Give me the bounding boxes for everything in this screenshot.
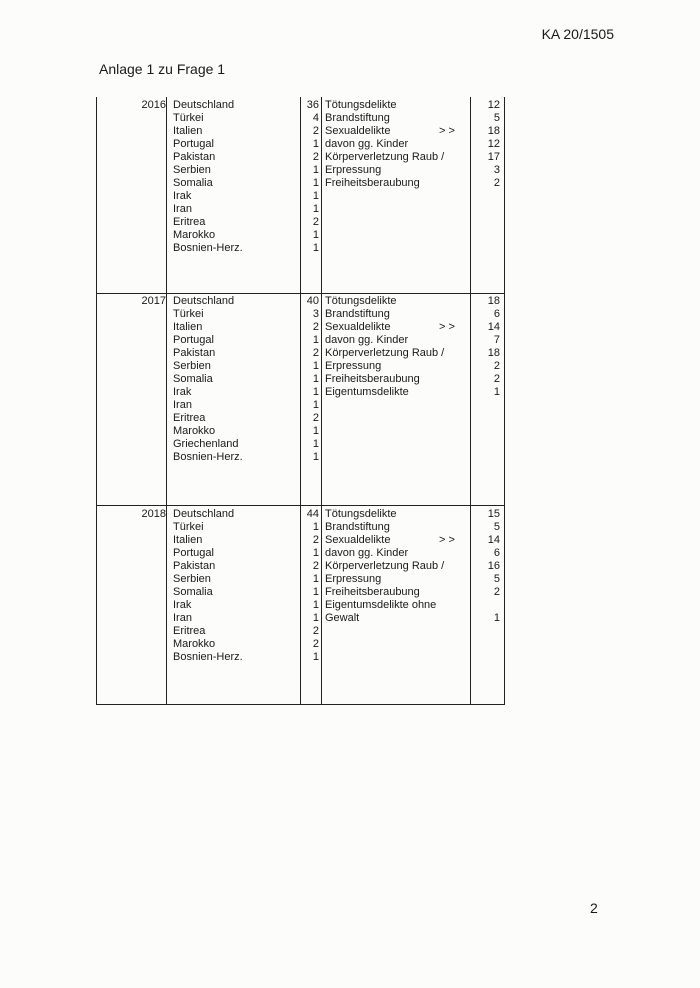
page-number: 2 bbox=[590, 900, 598, 916]
country-column-line bbox=[166, 97, 167, 705]
count-cell: 2 bbox=[312, 125, 319, 137]
offense-count-cell: 6 bbox=[493, 308, 500, 320]
offense-cell: Freiheitsberaubung bbox=[325, 373, 420, 385]
offense-cell: Gewalt bbox=[325, 612, 360, 624]
offense-count-cell: 18 bbox=[487, 125, 500, 137]
count-cell: 1 bbox=[312, 190, 319, 202]
offense-cell: Körperverletzung Raub / bbox=[325, 151, 445, 163]
count-cell: 1 bbox=[312, 573, 319, 585]
offense-cell: Eigentumsdelikte bbox=[325, 386, 409, 398]
offense-count-cell: 5 bbox=[493, 521, 500, 533]
offense-count-cell: 18 bbox=[487, 347, 500, 359]
offense-cell: Sexualdelikte bbox=[325, 534, 391, 546]
count-list bbox=[297, 508, 319, 664]
count-cell: 2 bbox=[312, 625, 319, 637]
country-cell: Marokko bbox=[173, 229, 216, 241]
offense-cell: Sexualdelikte bbox=[325, 125, 391, 137]
country-cell: Italien bbox=[173, 321, 203, 333]
offense-count-cell: 2 bbox=[493, 586, 500, 598]
year-label: 2016 bbox=[141, 99, 166, 111]
arrow-marker: > > bbox=[439, 534, 455, 546]
offense-cell: Freiheitsberaubung bbox=[325, 586, 420, 598]
count-cell: 2 bbox=[312, 412, 319, 424]
count-cell: 1 bbox=[312, 164, 319, 176]
count-cell: 36 bbox=[306, 99, 319, 111]
arrow-marker: > > bbox=[439, 321, 455, 333]
country-cell: Italien bbox=[173, 534, 203, 546]
count-cell: 1 bbox=[312, 438, 319, 450]
count-cell: 1 bbox=[312, 203, 319, 215]
table-bottom-border bbox=[96, 704, 505, 705]
offense-count-cell: 7 bbox=[493, 334, 500, 346]
offense-count-cell: 3 bbox=[493, 164, 500, 176]
country-cell: Eritrea bbox=[173, 625, 206, 637]
offense-cell: Tötungsdelikte bbox=[325, 508, 397, 520]
country-cell: Iran bbox=[173, 399, 192, 411]
count-cell: 2 bbox=[312, 321, 319, 333]
country-cell: Türkei bbox=[173, 308, 204, 320]
offense-count-cell: 2 bbox=[493, 177, 500, 189]
offense-cell: davon gg. Kinder bbox=[325, 334, 409, 346]
document-id: KA 20/1505 bbox=[541, 26, 614, 42]
count-list bbox=[297, 295, 319, 464]
offense-cell: Sexualdelikte bbox=[325, 321, 391, 333]
count-cell: 1 bbox=[312, 360, 319, 372]
count-cell: 2 bbox=[312, 560, 319, 572]
country-cell: Marokko bbox=[173, 425, 216, 437]
offense-count-cell: 15 bbox=[487, 508, 500, 520]
count-cell: 1 bbox=[312, 399, 319, 411]
offense-count-cell: 2 bbox=[493, 360, 500, 372]
country-cell: Pakistan bbox=[173, 347, 216, 359]
table-right-border bbox=[504, 97, 505, 705]
offense-count-cell: 14 bbox=[487, 321, 500, 333]
offense-cell: davon gg. Kinder bbox=[325, 138, 409, 150]
country-cell: Eritrea bbox=[173, 216, 206, 228]
country-cell: Irak bbox=[173, 386, 192, 398]
country-cell: Bosnien-Herz. bbox=[173, 451, 243, 463]
country-cell: Italien bbox=[173, 125, 203, 137]
country-cell: Somalia bbox=[173, 177, 213, 189]
country-cell: Irak bbox=[173, 599, 192, 611]
offense-cell: davon gg. Kinder bbox=[325, 547, 409, 559]
country-cell: Somalia bbox=[173, 373, 213, 385]
count-cell: 1 bbox=[312, 451, 319, 463]
offense-count-cell: 12 bbox=[487, 99, 500, 111]
country-cell: Pakistan bbox=[173, 560, 216, 572]
offense-list bbox=[325, 508, 475, 625]
count-cell: 1 bbox=[312, 586, 319, 598]
offense-count-cell: 5 bbox=[493, 573, 500, 585]
country-cell: Serbien bbox=[173, 164, 211, 176]
offense-cell: Eigentumsdelikte ohne bbox=[325, 599, 437, 611]
country-cell: Griechenland bbox=[173, 438, 239, 450]
offense-cell: Tötungsdelikte bbox=[325, 295, 397, 307]
count-cell: 1 bbox=[312, 229, 319, 241]
offense-cell: Tötungsdelikte bbox=[325, 99, 397, 111]
count-cell: 1 bbox=[312, 599, 319, 611]
country-cell: Portugal bbox=[173, 334, 214, 346]
count-cell: 2 bbox=[312, 638, 319, 650]
count-cell: 1 bbox=[312, 334, 319, 346]
country-cell: Bosnien-Herz. bbox=[173, 242, 243, 254]
country-cell: Serbien bbox=[173, 573, 211, 585]
count-cell: 1 bbox=[312, 386, 319, 398]
count-cell: 2 bbox=[312, 534, 319, 546]
offense-count-cell: 16 bbox=[487, 560, 500, 572]
count-cell: 1 bbox=[312, 651, 319, 663]
offense-count-cell: 14 bbox=[487, 534, 500, 546]
offense-cell: Körperverletzung Raub / bbox=[325, 347, 445, 359]
offense-count-cell: 17 bbox=[487, 151, 500, 163]
offense-count-cell: 2 bbox=[493, 373, 500, 385]
country-list bbox=[173, 508, 303, 664]
count-cell: 2 bbox=[312, 151, 319, 163]
count-cell: 4 bbox=[312, 112, 319, 124]
country-cell: Serbien bbox=[173, 360, 211, 372]
count-cell: 1 bbox=[312, 547, 319, 559]
offense-count-cell: 12 bbox=[487, 138, 500, 150]
offense-count-list bbox=[466, 99, 500, 190]
offense-count-cell: 18 bbox=[487, 295, 500, 307]
offense-count-cell: 5 bbox=[493, 112, 500, 124]
offense-list bbox=[325, 99, 475, 190]
offense-count-cell bbox=[466, 599, 500, 612]
count-cell: 40 bbox=[306, 295, 319, 307]
country-list bbox=[173, 99, 303, 255]
offense-cell: Brandstiftung bbox=[325, 308, 390, 320]
country-cell: Türkei bbox=[173, 112, 204, 124]
page-title: Anlage 1 zu Frage 1 bbox=[99, 61, 226, 77]
count-cell: 1 bbox=[312, 177, 319, 189]
count-cell: 3 bbox=[312, 308, 319, 320]
count-cell: 1 bbox=[312, 242, 319, 254]
offense-cell: Erpressung bbox=[325, 573, 382, 585]
offense-cell: Körperverletzung Raub / bbox=[325, 560, 445, 572]
country-cell: Iran bbox=[173, 203, 192, 215]
offense-cell: Brandstiftung bbox=[325, 521, 390, 533]
country-cell: Bosnien-Herz. bbox=[173, 651, 243, 663]
offense-count-list bbox=[466, 508, 500, 625]
offense-count-cell: 1 bbox=[493, 612, 500, 624]
country-cell: Eritrea bbox=[173, 412, 206, 424]
country-cell: Portugal bbox=[173, 547, 214, 559]
offense-cell: Erpressung bbox=[325, 360, 382, 372]
country-list bbox=[173, 295, 303, 464]
offense-count-cell: 6 bbox=[493, 547, 500, 559]
count-cell: 2 bbox=[312, 347, 319, 359]
count-cell: 44 bbox=[306, 508, 319, 520]
count-cell: 2 bbox=[312, 216, 319, 228]
offense-column-line bbox=[321, 97, 322, 705]
offense-list bbox=[325, 295, 475, 399]
offense-count-cell: 1 bbox=[493, 386, 500, 398]
offense-cell: Erpressung bbox=[325, 164, 382, 176]
offense-cell: Brandstiftung bbox=[325, 112, 390, 124]
arrow-marker: > > bbox=[439, 125, 455, 137]
offense-count-list bbox=[466, 295, 500, 399]
count-list bbox=[297, 99, 319, 255]
year-label: 2018 bbox=[141, 508, 166, 520]
country-cell: Pakistan bbox=[173, 151, 216, 163]
country-cell: Türkei bbox=[173, 521, 204, 533]
country-cell: Iran bbox=[173, 612, 192, 624]
country-cell: Marokko bbox=[173, 638, 216, 650]
offense-cell: Freiheitsberaubung bbox=[325, 177, 420, 189]
count-cell: 1 bbox=[312, 612, 319, 624]
table-left-border bbox=[96, 97, 97, 705]
row-divider-2016-2017 bbox=[96, 293, 505, 294]
count-cell: 1 bbox=[312, 425, 319, 437]
year-label: 2017 bbox=[141, 295, 166, 307]
count-cell: 1 bbox=[312, 521, 319, 533]
country-cell: Deutschland bbox=[173, 295, 235, 307]
country-cell: Irak bbox=[173, 190, 192, 202]
country-cell: Deutschland bbox=[173, 508, 235, 520]
count-cell: 1 bbox=[312, 138, 319, 150]
country-cell: Somalia bbox=[173, 586, 213, 598]
country-cell: Portugal bbox=[173, 138, 214, 150]
country-cell: Deutschland bbox=[173, 99, 235, 111]
row-divider-2017-2018 bbox=[96, 505, 505, 506]
count-cell: 1 bbox=[312, 373, 319, 385]
